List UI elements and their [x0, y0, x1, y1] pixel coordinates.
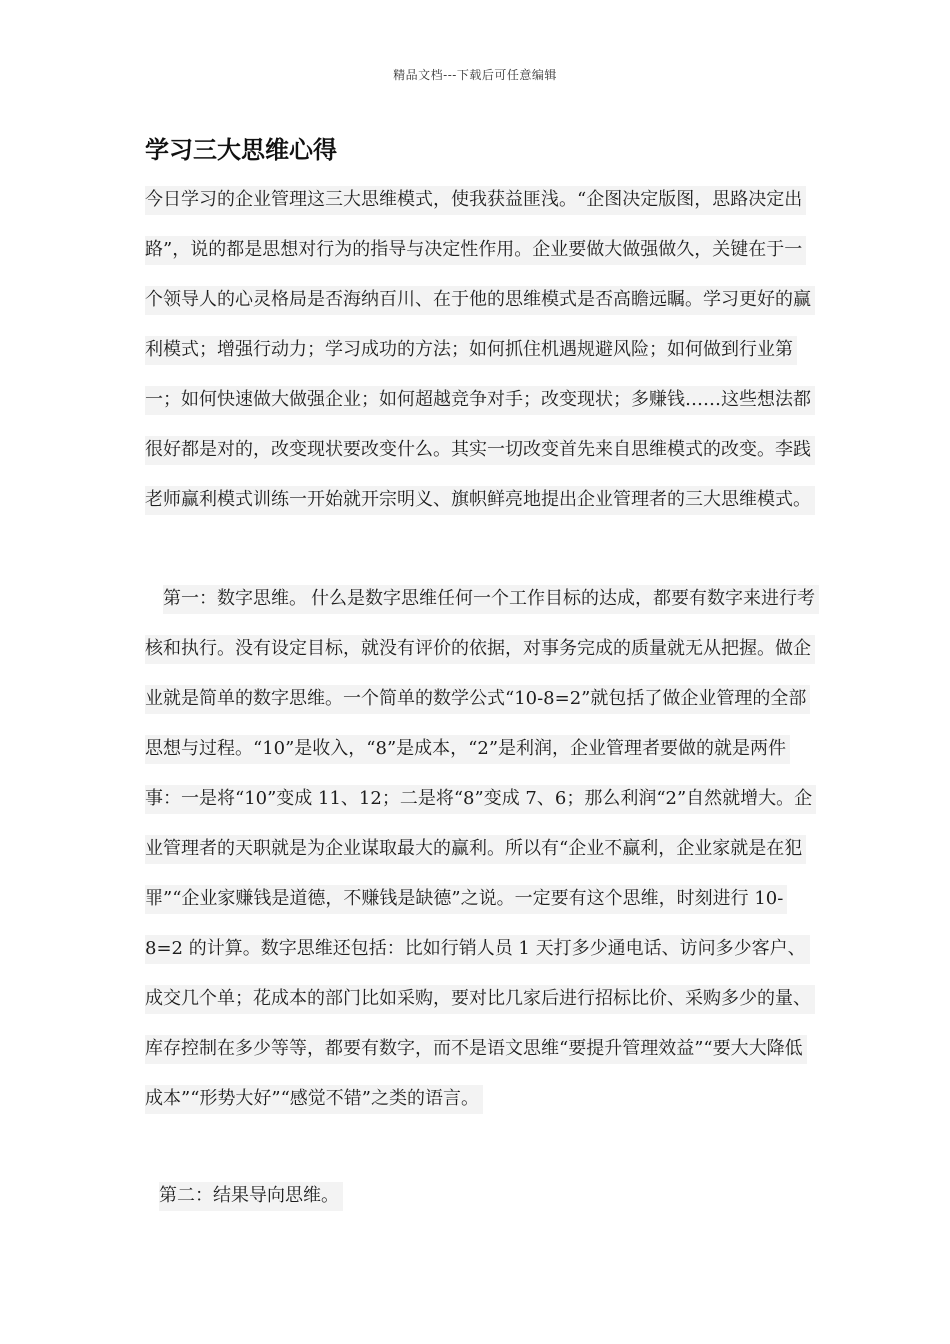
intro-paragraph: [145, 175, 817, 525]
section-second-paragraph: [145, 1171, 817, 1221]
intro-paragraph-text: 今日学习的企业管理这三大思维模式，使我获益匪浅。“企图决定版图，思路决定出路”，说的都是思想对行为的指导与决定性作用。企业要做大做强做久，关键在于一个领导人的心灵格局是否海纳百川、在于他的思维模式是否高瞻远瞩。学习更好的赢利模式；增强行动力；学习成功的方法；如何抓住机遇规避风险；如何做到行业第一；如何快速做大做强企业；如何超越竞争对手；改变现状；多赚钱……这些想法都很好都是对的，改变现状要改变什么。其实一切改变首先来自思维模式的改变。李践老师赢利模式训练一开始就开宗明义、旗帜鲜亮地提出企业管理者的三大思维模式。: [145, 186, 815, 515]
document-title: 学习三大思维心得: [145, 135, 337, 164]
section-first-paragraph: [145, 574, 817, 1124]
section-first-body: 什么是数字思维任何一个工作目标的达成，都要有数字来进行考核和执行。没有设定目标，就没有评价的依据，对事务完成的质量就无从把握。做企业就是简单的数字思维。一个简单的数学公式“10-8=2”就包括了做企业管理的全部思想与过程。“10”是收入，“8”是成本，“2”是利润，企业管理者要做的就是两件事：一是将“10”变成 11、12；二是将“8”变成 7、6；那么利润“2”自然就增大。企业管理者的天职就是为企业谋取最大的赢利。所以有“企业不赢利，企业家就是在犯罪”“企业家赚钱是道德，不赚钱是缺德”之说。一定要有这个思维，时刻进行 10-8=2 的计算。数字思维还包括：比如行销人员 1 天打多少通电话、访问多少客户、成交几个单；花成本的部门比如采购，要对比几家后进行招标比价、采购多少的量、库存控制在多少等等，都要有数字，而不是语文思维“要提升管理效益”“要大大降低成本”“形势大好”“感觉不错”之类的语言。: [145, 585, 819, 1114]
page-header-note: 精品文档---下载后可任意编辑: [393, 68, 557, 82]
section-first-heading: 第一：数字思维。: [163, 585, 311, 614]
section-second-heading: 第二：结果导向思维。: [159, 1182, 343, 1211]
